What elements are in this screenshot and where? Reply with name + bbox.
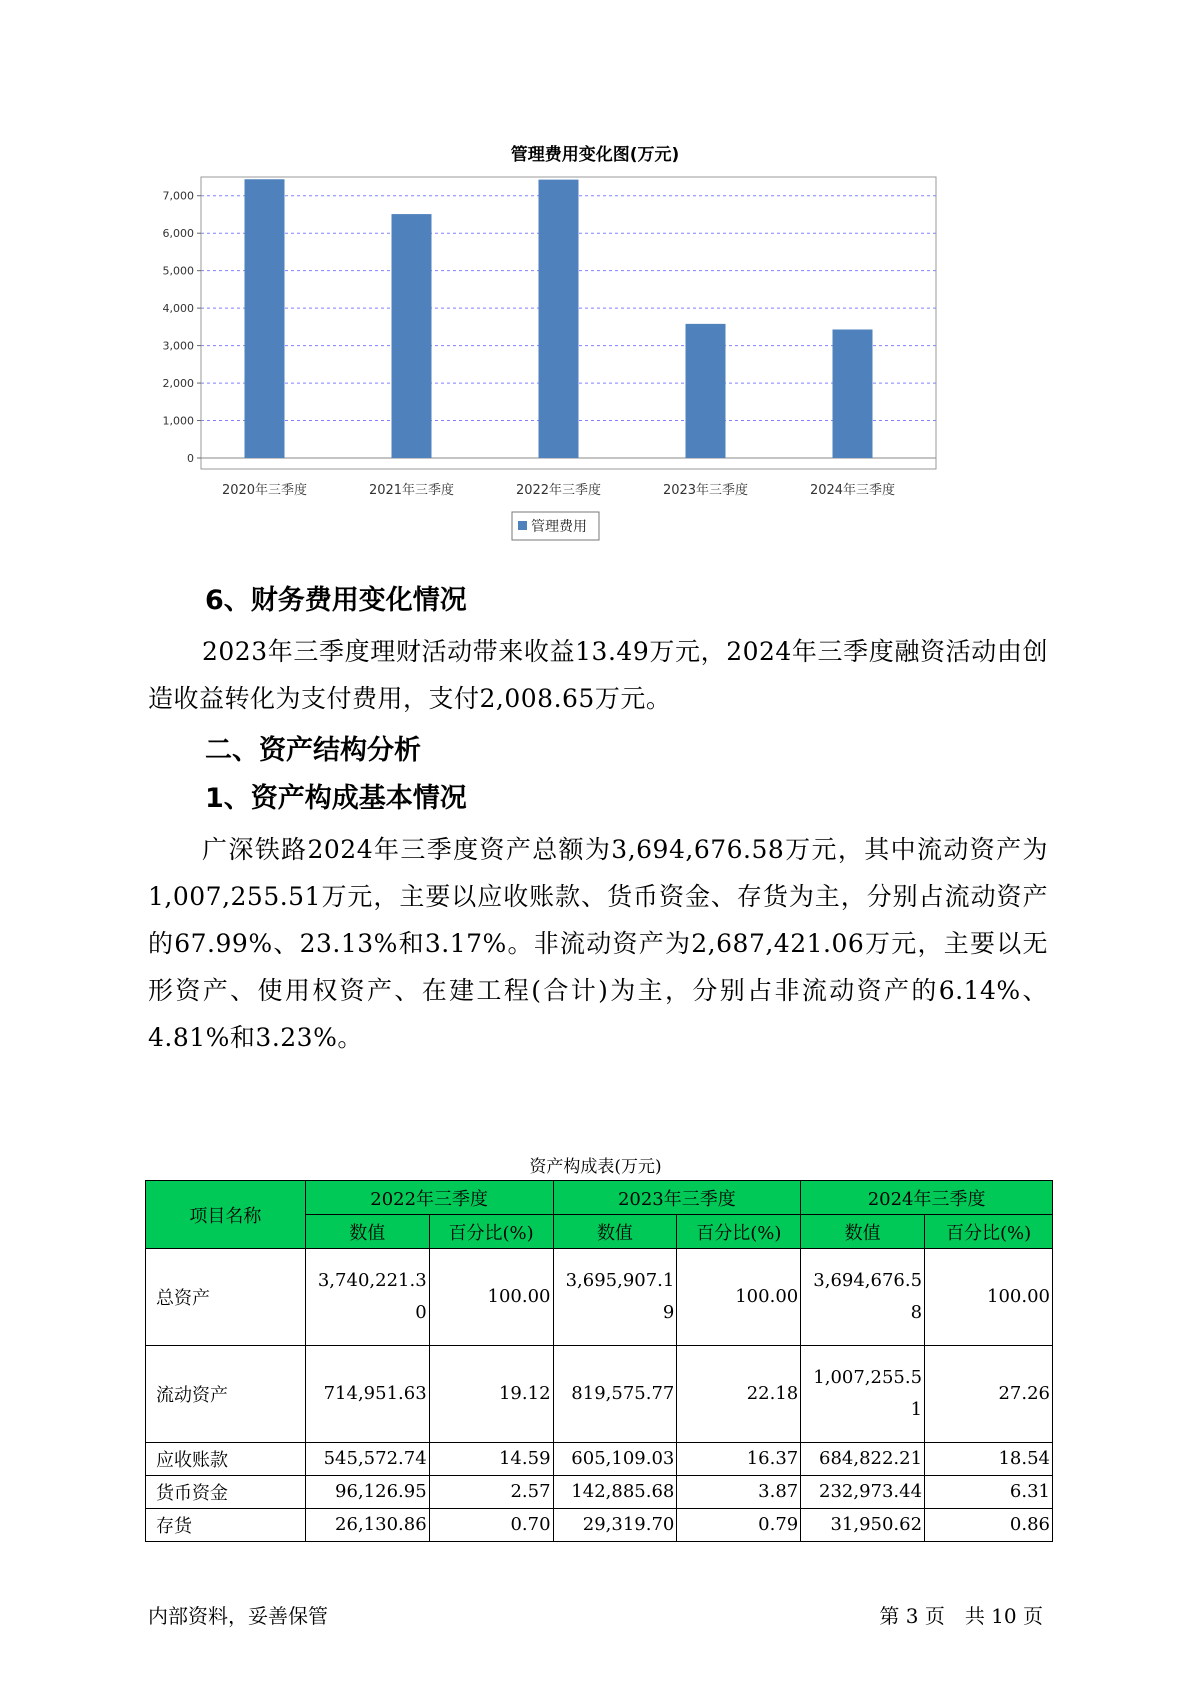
y-tick-label: 6,000 <box>162 227 194 241</box>
y-tick-label: 3,000 <box>162 339 194 353</box>
asset-composition-table <box>145 1180 1053 1542</box>
cell-value: 3,695,907.19 <box>553 1249 677 1346</box>
heading-financial-expense: 6、财务费用变化情况 <box>205 585 467 616</box>
table-row <box>146 1509 1053 1542</box>
cell-percent: 0.79 <box>677 1509 801 1542</box>
table-row <box>146 1249 1053 1346</box>
cell-percent: 0.86 <box>925 1509 1053 1542</box>
header-percent: 百分比(%) <box>677 1215 801 1249</box>
cell-percent: 100.00 <box>429 1249 553 1346</box>
cell-value: 3,694,676.58 <box>801 1249 925 1346</box>
row-name: 货币资金 <box>146 1476 306 1509</box>
cell-percent: 18.54 <box>925 1443 1053 1476</box>
cell-value: 3,740,221.30 <box>305 1249 429 1346</box>
y-tick-label: 1,000 <box>162 414 194 428</box>
y-axis-ticks <box>163 190 202 465</box>
y-tick-label: 5,000 <box>162 264 194 278</box>
row-name: 应收账款 <box>146 1443 306 1476</box>
cell-value: 545,572.74 <box>305 1443 429 1476</box>
bar <box>686 324 726 458</box>
cell-percent: 100.00 <box>677 1249 801 1346</box>
cell-value: 142,885.68 <box>553 1476 677 1509</box>
paragraph-asset-composition: 广深铁路2024年三季度资产总额为3,694,676.58万元，其中流动资产为1,007,255.51万元，主要以应收账款、货币资金、存货为主，分别占流动资产的67.99%、23.13%和3.17%。非流动资产为2,687,421.06万元，主要以无形资产、使用权资产、在建工程(合计)为主，分别占非流动资产的6.14%、4.81%和3.23%。 <box>148 835 1048 1052</box>
y-tick-label: 2,000 <box>162 377 194 391</box>
cell-percent: 22.18 <box>677 1346 801 1443</box>
cell-value: 96,126.95 <box>305 1476 429 1509</box>
header-period: 2023年三季度 <box>553 1181 801 1215</box>
y-tick-label: 0 <box>187 452 194 465</box>
bar <box>833 329 873 458</box>
cell-percent: 27.26 <box>925 1346 1053 1443</box>
row-name: 存货 <box>146 1509 306 1542</box>
header-period: 2024年三季度 <box>801 1181 1053 1215</box>
cell-value: 819,575.77 <box>553 1346 677 1443</box>
chart-legend <box>512 512 599 540</box>
x-tick-label: 2022年三季度 <box>515 483 602 498</box>
bar <box>245 179 285 458</box>
table-row <box>146 1476 1053 1509</box>
cell-value: 26,130.86 <box>305 1509 429 1542</box>
cell-percent: 100.00 <box>925 1249 1053 1346</box>
cell-value: 1,007,255.51 <box>801 1346 925 1443</box>
heading-asset-composition: 1、资产构成基本情况 <box>205 783 467 814</box>
cell-percent: 19.12 <box>429 1346 553 1443</box>
cell-value: 232,973.44 <box>801 1476 925 1509</box>
header-percent: 百分比(%) <box>925 1215 1053 1249</box>
y-tick-label: 4,000 <box>162 302 194 316</box>
cell-percent: 0.70 <box>429 1509 553 1542</box>
table-row <box>146 1346 1053 1443</box>
header-percent: 百分比(%) <box>429 1215 553 1249</box>
table-caption: 资产构成表(万元) <box>529 1157 662 1177</box>
table-row <box>146 1443 1053 1476</box>
footer-confidential-note: 内部资料，妥善保管 <box>148 1604 328 1628</box>
x-tick-label: 2023年三季度 <box>662 483 749 498</box>
header-period: 2022年三季度 <box>305 1181 553 1215</box>
x-axis-ticks <box>222 482 895 498</box>
bar <box>392 214 432 458</box>
x-tick-label: 2024年三季度 <box>809 483 896 498</box>
header-value: 数值 <box>305 1215 429 1249</box>
cell-percent: 6.31 <box>925 1476 1053 1509</box>
cell-percent: 2.57 <box>429 1476 553 1509</box>
bar-chart-svg <box>150 140 1020 600</box>
header-value: 数值 <box>801 1215 925 1249</box>
x-tick-label: 2021年三季度 <box>368 483 455 498</box>
bar <box>539 180 579 458</box>
chart-bars <box>245 179 873 458</box>
row-name: 总资产 <box>146 1249 306 1346</box>
footer-page-number: 第 3 页 共 10 页 <box>879 1604 1043 1628</box>
cell-percent: 16.37 <box>677 1443 801 1476</box>
x-tick-label: 2020年三季度 <box>221 483 308 498</box>
cell-percent: 14.59 <box>429 1443 553 1476</box>
management-expense-chart <box>150 140 1020 600</box>
cell-value: 605,109.03 <box>553 1443 677 1476</box>
cell-percent: 3.87 <box>677 1476 801 1509</box>
cell-value: 684,822.21 <box>801 1443 925 1476</box>
header-value: 数值 <box>553 1215 677 1249</box>
cell-value: 29,319.70 <box>553 1509 677 1542</box>
header-item-name: 项目名称 <box>146 1181 306 1249</box>
y-tick-label: 7,000 <box>162 189 194 203</box>
legend-swatch <box>518 521 527 530</box>
cell-value: 714,951.63 <box>305 1346 429 1443</box>
paragraph-financial-expense: 2023年三季度理财活动带来收益13.49万元，2024年三季度融资活动由创造收益转化为支付费用，支付2,008.65万元。 <box>148 637 1048 713</box>
row-name: 流动资产 <box>146 1346 306 1443</box>
cell-value: 31,950.62 <box>801 1509 925 1542</box>
chart-title: 管理费用变化图(万元) <box>510 145 680 165</box>
legend-label: 管理费用 <box>531 519 587 535</box>
heading-asset-structure: 二、资产结构分析 <box>205 735 421 766</box>
